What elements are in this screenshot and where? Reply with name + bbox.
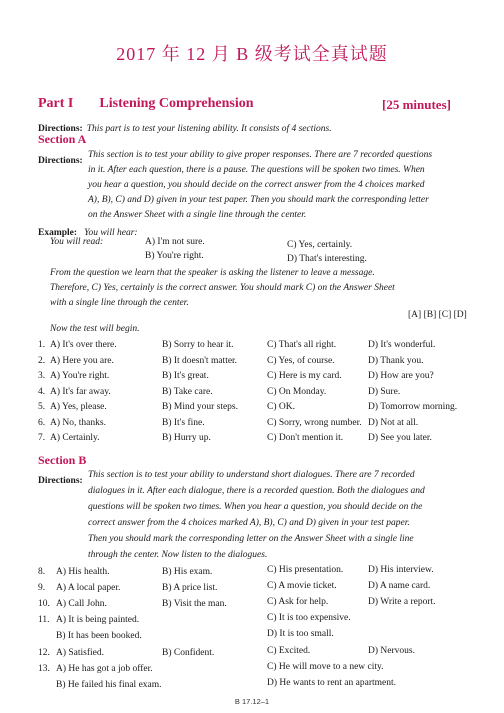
question-number: 13.: [38, 664, 50, 674]
section-b-dir-line: Then you should mark the corresponding letter on the Answer Sheet with a single line: [88, 534, 414, 544]
option-c: C) Yes, of course.: [267, 355, 335, 366]
option-c: C) Excited.: [267, 646, 311, 656]
question-number: 6.: [38, 417, 46, 428]
option-d: D) Tomorrow morning.: [368, 402, 458, 412]
option-d: D) Nervous.: [368, 646, 415, 656]
example-label: Example:: [38, 228, 78, 238]
option-b: B) It doesn't matter.: [162, 355, 238, 366]
section-b-dir-line: through the center. Now listen to the dialogues.: [88, 550, 268, 560]
example-option-b: B) You're right.: [145, 251, 204, 261]
section-a-dir-line: This section is to test your ability to give proper responses. There are 7 recorded questions: [88, 150, 433, 160]
question-number: 8.: [38, 567, 46, 577]
option-c: C) That's all right.: [267, 340, 337, 350]
question-number: 12.: [38, 648, 50, 658]
option-d: D) He wants to rent an apartment.: [267, 678, 396, 688]
example-hear: You will hear:: [84, 228, 138, 238]
option-c: C) Ask for help.: [267, 597, 329, 607]
example-option-a: A) I'm not sure.: [145, 237, 205, 247]
option-b: B) Sorry to hear it.: [162, 340, 234, 350]
option-a: A) Here you are.: [50, 355, 114, 366]
option-b: B) A price list.: [162, 583, 218, 593]
question-number: 7.: [38, 433, 46, 443]
option-a: A) It's far away.: [50, 386, 111, 397]
example-explain-line: with a single line through the center.: [50, 298, 189, 308]
page-footer: B 17.12–1: [234, 697, 270, 706]
example-explain-line: Therefore, C) Yes, certainly is the correct answer. You should mark C) on the Answer Sheet: [50, 283, 395, 293]
question-number: 2.: [38, 355, 46, 366]
option-a: A) His health.: [56, 567, 110, 577]
section-a-dir-line: on the Answer Sheet with a single line through the center.: [88, 210, 307, 220]
question-number: 1.: [38, 340, 46, 350]
option-b: B) Take care.: [162, 386, 213, 397]
option-a: A) You're right.: [50, 371, 110, 381]
option-b: B) His exam.: [162, 567, 213, 577]
option-b: B) Visit the man.: [162, 599, 227, 609]
option-a: A) He has got a job offer.: [56, 664, 153, 674]
section-b-dir-line: This section is to test your ability to understand short dialogues. There are 7 recorded: [88, 470, 415, 480]
option-d: D) It is too small.: [267, 629, 334, 639]
option-d: D) See you later.: [368, 433, 432, 443]
option-d: D) Write a report.: [368, 597, 436, 607]
section-b-directions: [38, 470, 83, 488]
section-a-directions: [38, 150, 83, 168]
begin-note: Now the test will begin.: [50, 324, 140, 334]
option-c: C) His presentation.: [267, 565, 344, 575]
option-b: B) Confident.: [162, 648, 215, 658]
question-number: 4.: [38, 386, 46, 397]
section-a-heading: Section A: [38, 132, 87, 146]
option-c: C) Sorry, wrong number.: [267, 417, 362, 428]
section-b-dir-line: correct answer from the 4 choices marked A), B), C) and D) given in your test paper.: [88, 518, 410, 528]
question-number: 10.: [38, 599, 50, 609]
option-b: B) It has been booked.: [56, 631, 142, 641]
example-option-d: D) That's interesting.: [287, 254, 367, 264]
option-a: A) Yes, please.: [50, 402, 107, 412]
option-d: D) It's wonderful.: [368, 340, 436, 350]
option-d: D) His interview.: [368, 565, 434, 575]
option-a: A) It's over there.: [50, 340, 117, 350]
question-number: 9.: [38, 583, 46, 593]
section-b-heading: Section B: [38, 453, 87, 467]
section-b-dir-line: dialogues in it. After each dialogue, there is a recorded question. Both the dialogues and: [88, 486, 425, 496]
directions-label: Directions:: [38, 156, 83, 166]
option-a: A) It is being painted.: [56, 615, 140, 625]
section-a-dir-line: in it. After each question, there is a pause. The questions will be spoken two times. When: [88, 165, 425, 175]
option-a: A) No, thanks.: [50, 417, 106, 428]
option-b: B) It's fine.: [162, 417, 205, 428]
example-option-c: C) Yes, certainly.: [287, 240, 353, 250]
option-a: A) Call John.: [56, 599, 107, 609]
option-b: B) He failed his final exam.: [56, 680, 162, 690]
section-a-dir-line: A), B), C) and D) given in your test paper. Then you should mark the corresponding letter: [88, 195, 429, 205]
option-d: D) Not at all.: [368, 417, 419, 428]
part-heading: [38, 96, 254, 112]
question-number: 3.: [38, 371, 46, 381]
option-d: D) Thank you.: [368, 355, 424, 366]
option-c: C) On Monday.: [267, 386, 327, 397]
option-d: D) How are you?: [368, 371, 434, 381]
section-a-dir-line: you hear a question, you should decide on the correct answer from the 4 choices marked: [88, 180, 425, 190]
option-b: B) Hurry up.: [162, 433, 211, 443]
option-c: C) It is too expensive.: [267, 613, 351, 623]
option-d: D) A name card.: [368, 581, 431, 591]
option-c: C) OK.: [267, 402, 295, 412]
option-c: C) Here is my card.: [267, 371, 342, 381]
option-c: C) Don't mention it.: [267, 433, 344, 443]
option-a: A) Certainly.: [50, 433, 100, 443]
question-number: 11.: [38, 615, 50, 625]
option-c: C) He will move to a new city.: [267, 662, 384, 672]
section-b-dir-line: questions will be spoken two times. When you hear a question, you should decide on the: [88, 502, 423, 512]
option-a: A) Satisfied.: [56, 648, 105, 658]
directions-label: Directions:: [38, 124, 83, 134]
question-number: 5.: [38, 402, 46, 412]
page-title: 2017 年 12 月 B 级考试全真试题: [116, 44, 388, 64]
part-number: Part I: [38, 96, 74, 111]
option-b: B) Mind your steps.: [162, 402, 238, 412]
option-c: C) A movie ticket.: [267, 581, 337, 591]
part-time: [25 minutes]: [382, 97, 451, 112]
option-b: B) It's great.: [162, 371, 209, 381]
example-read-label: You will read:: [50, 237, 104, 247]
part-name: Listening Comprehension: [99, 96, 254, 111]
option-a: A) A local paper.: [56, 583, 121, 593]
directions-label: Directions:: [38, 476, 83, 486]
directions-text: This part is to test your listening ability. It consists of 4 sections.: [86, 124, 332, 134]
example-explain-line: From the question we learn that the speaker is asking the listener to leave a message.: [50, 268, 375, 278]
answer-marks: [A] [B] [C] [D]: [408, 310, 467, 320]
option-d: D) Sure.: [368, 386, 401, 397]
